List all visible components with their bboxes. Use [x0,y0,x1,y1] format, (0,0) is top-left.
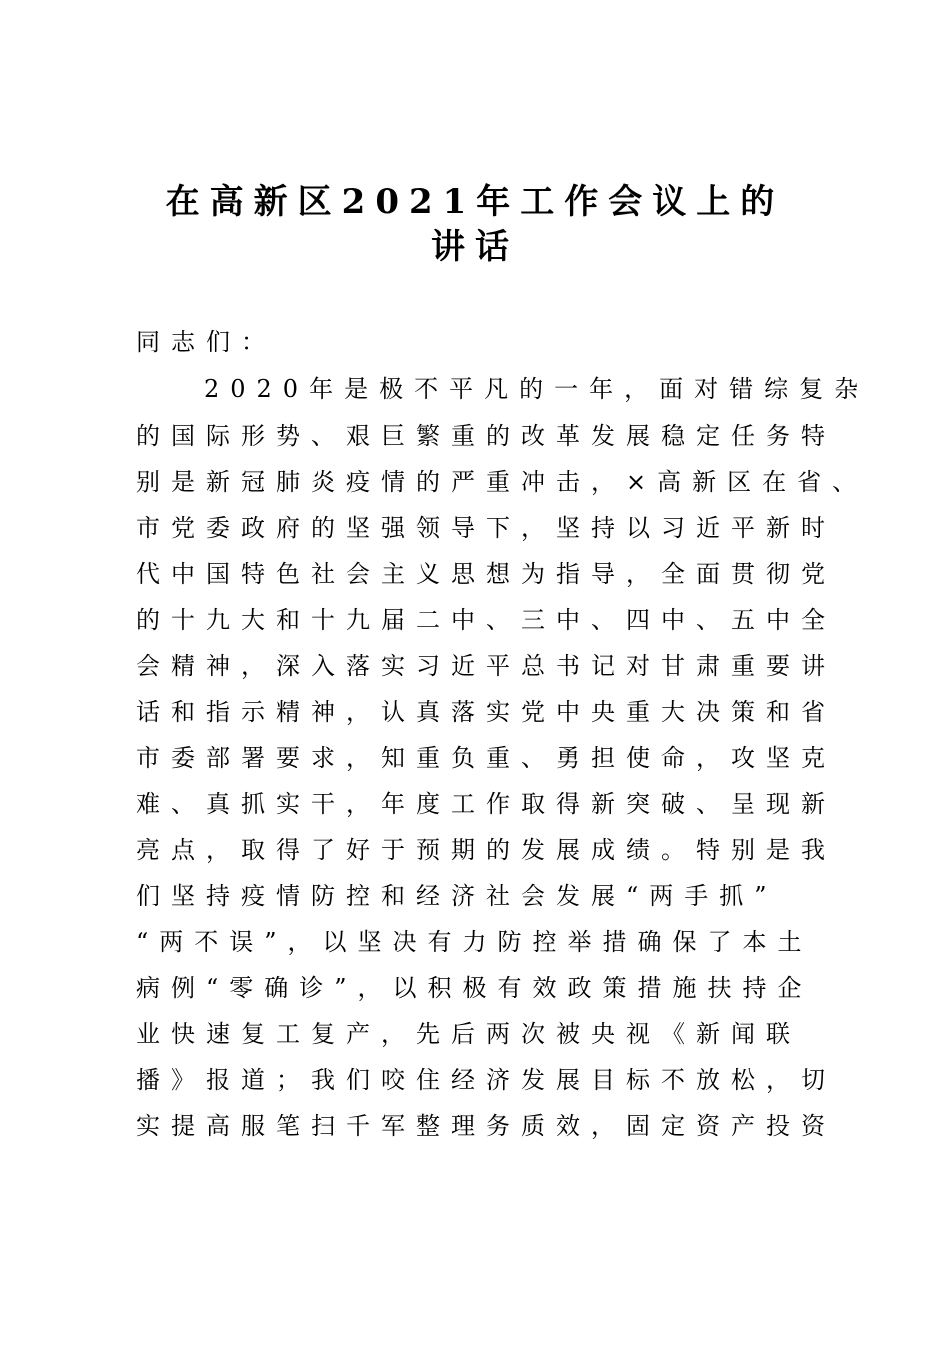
body-line: 代中国特色社会主义思想为指导，全面贯彻党 [136,560,836,588]
body-line: 2020年是极不平凡的一年，面对错综复杂 [204,375,870,403]
body-line: 病例“零确诊”，以积极有效政策措施扶持企 [136,974,813,1002]
body-line: 市党委政府的坚强领导下，坚持以习近平新时 [136,514,836,542]
body-line: 们坚持疫情防控和经济社会发展“两手抓” [136,882,778,910]
body-line: 业快速复工复产，先后两次被央视《新闻联 [136,1020,801,1048]
body-line: 实提高服笔扫千军整理务质效，固定资产投资 [136,1112,836,1140]
document-title-line-2: 讲话 [431,227,519,267]
body-line: 话和指示精神，认真落实党中央重大决策和省 [136,698,836,726]
body-line: “两不误”，以坚决有力防控举措确保了本土 [136,928,813,956]
body-line: 难、真抓实干，年度工作取得新突破、呈现新 [136,790,836,818]
document-title-line-1: 在高新区2021年工作会议上的 [165,182,785,222]
body-line: 亮点，取得了好于预期的发展成绩。特别是我 [136,836,836,864]
body-line: 别是新冠肺炎疫情的严重冲击，×高新区在省、 [136,468,868,496]
salutation: 同志们： [136,328,276,356]
body-line: 播》报道；我们咬住经济发展目标不放松，切 [136,1066,836,1094]
body-line: 的国际形势、艰巨繁重的改革发展稳定任务特 [136,422,836,450]
body-line: 会精神，深入落实习近平总书记对甘肃重要讲 [136,652,836,680]
body-line: 市委部署要求，知重负重、勇担使命，攻坚克 [136,744,836,772]
body-line: 的十九大和十九届二中、三中、四中、五中全 [136,606,836,634]
